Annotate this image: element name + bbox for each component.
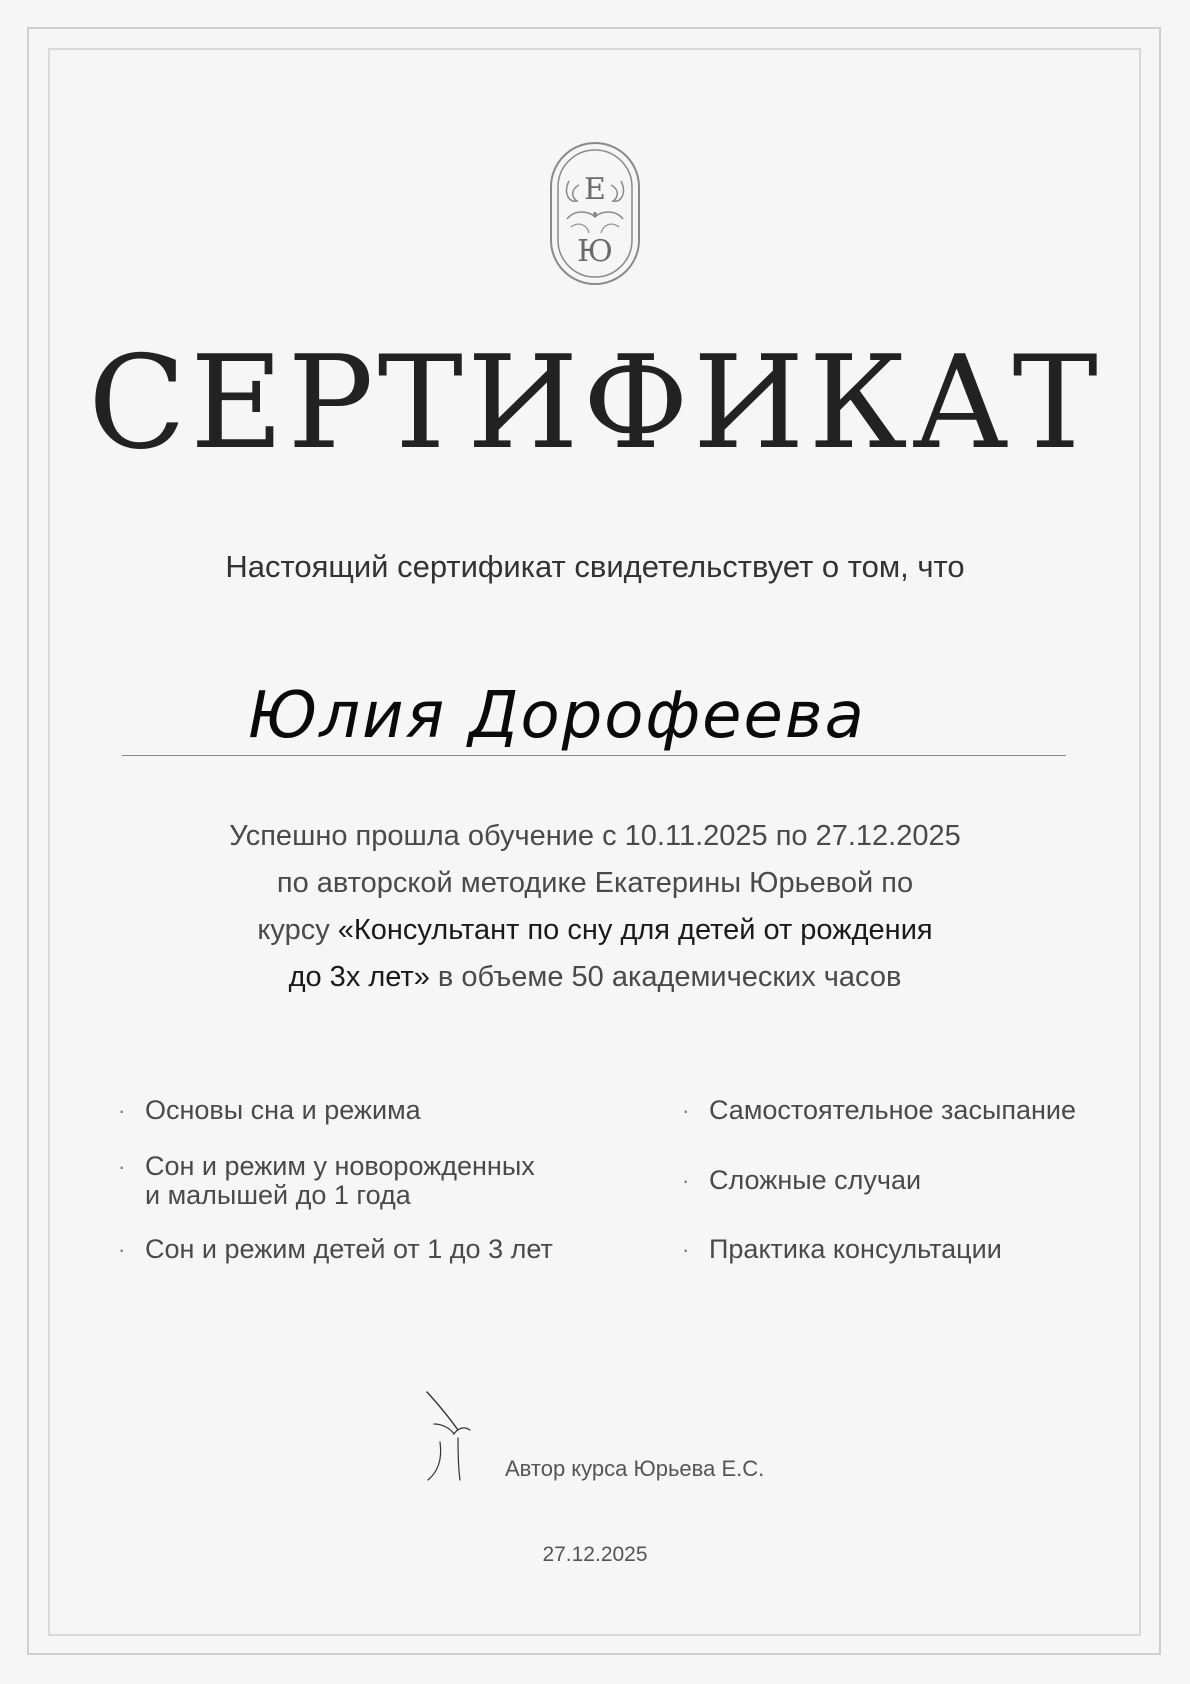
name-underline: [122, 755, 1066, 756]
topic-label: Практика консультации: [709, 1234, 1002, 1264]
topic-label: Основы сна и режима: [145, 1095, 421, 1125]
bullet-icon: ·: [118, 1237, 126, 1262]
completion-text: [145, 813, 1045, 1001]
topic-item: [682, 1165, 922, 1195]
topic-item: [118, 1095, 421, 1125]
issue-date: 27.12.2025: [542, 1543, 648, 1566]
topic-item: [118, 1234, 553, 1264]
topic-label: Самостоятельное засыпание: [709, 1095, 1076, 1125]
bullet-icon: ·: [118, 1154, 126, 1179]
bullet-icon: ·: [682, 1098, 690, 1123]
certificate-title: СЕРТИФИКАТ: [88, 329, 1102, 478]
completion-line-4-suffix: в объеме 50 академических часов: [429, 961, 902, 993]
bullet-icon: ·: [682, 1168, 690, 1193]
completion-line-4: [145, 954, 1045, 1001]
topics-list: [112, 1090, 1102, 1280]
completion-line-3: [145, 907, 1045, 954]
completion-line-2: по авторской методике Екатерины Юрьевой по: [276, 867, 914, 899]
topic-label: Сон и режим детей от 1 до 3 лет: [145, 1234, 553, 1264]
completion-line-1: Успешно прошла обучение с 10.11.2025 по 27.12.2025: [229, 820, 961, 852]
recipient-name: Юлия Дорофеева: [248, 679, 866, 753]
topic-label-continued: и малышей до 1 года: [145, 1180, 411, 1210]
topic-label: Сон и режим у новорожденных: [145, 1151, 535, 1181]
completion-line-3-prefix: курсу: [257, 914, 338, 946]
topic-label: Сложные случаи: [709, 1165, 922, 1195]
monogram-logo: [549, 141, 641, 286]
intro-text: Настоящий сертификат свидетельствует о том, что: [225, 549, 965, 584]
logo-letter-top: Е: [584, 172, 606, 207]
logo-letter-bottom: Ю: [577, 234, 613, 269]
topic-item: [682, 1095, 1076, 1125]
author-signature: [424, 1390, 476, 1482]
topic-item: [118, 1151, 535, 1210]
bullet-icon: ·: [682, 1237, 690, 1262]
course-author: Автор курса Юрьева Е.С.: [505, 1456, 765, 1481]
bullet-icon: ·: [118, 1098, 126, 1123]
topic-item: [682, 1234, 1002, 1264]
course-name-part-2: до 3х лет»: [288, 961, 430, 993]
course-name-part-1: «Консультант по сну для детей от рождения: [337, 914, 933, 946]
